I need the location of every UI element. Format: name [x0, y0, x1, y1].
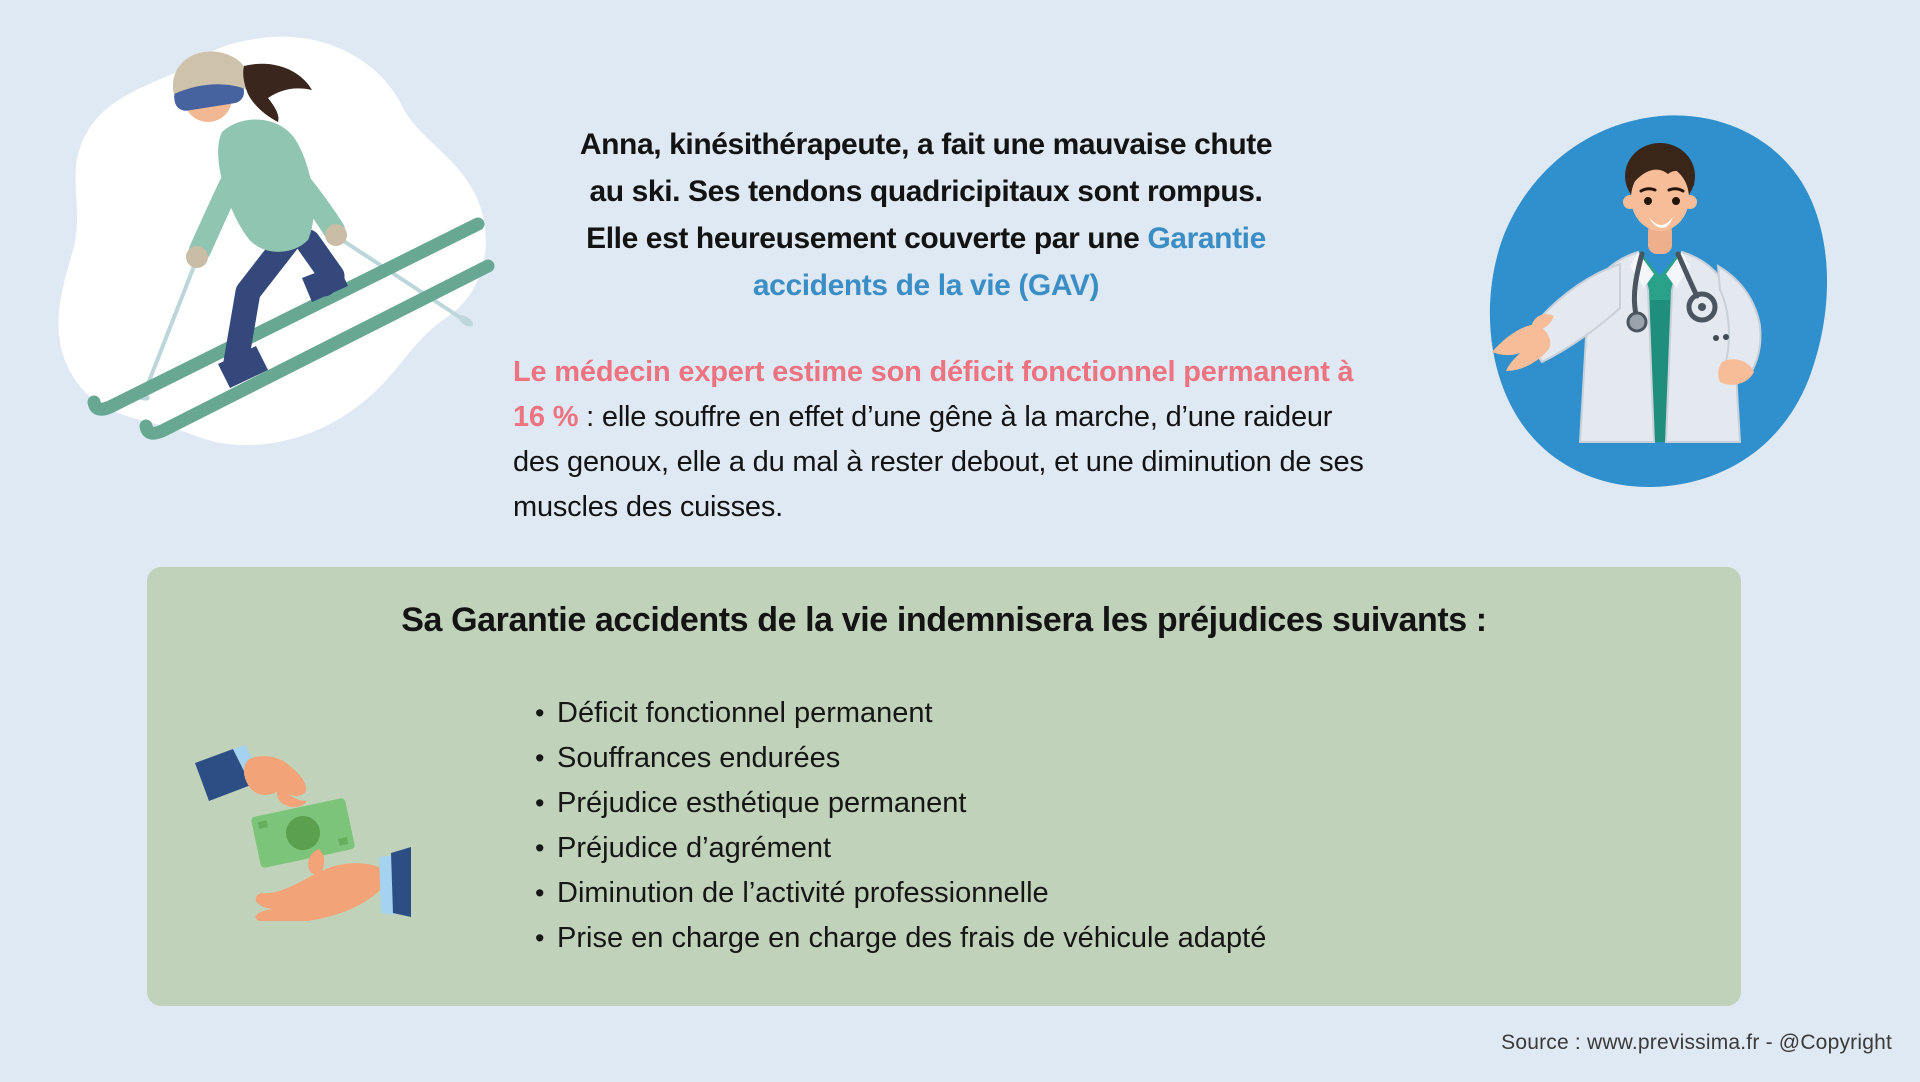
benefit-text: Préjudice esthétique permanent: [557, 787, 967, 819]
assessment-body: elle souffre en effet d’une gêne à la marche, d’une raideur des genoux, elle a du mal à rester debout, et une diminution de ses muscles des cuisses.: [513, 401, 1364, 523]
bullet-icon: •: [535, 788, 545, 818]
intro-line-4: accidents de la vie (GAV): [752, 269, 1100, 302]
glove: [186, 246, 208, 268]
benefit-text: Prise en charge en charge des frais de véhicule adapté: [557, 922, 1267, 954]
benefits-title: Sa Garantie accidents de la vie indemnisera les préjudices suivants :: [401, 601, 1487, 639]
benefit-text: Souffrances endurées: [557, 742, 841, 774]
doctor-presenting-illustration: [1470, 104, 1846, 500]
intro-line-1: Anna, kinésithérapeute, a fait une mauvaise chute: [579, 128, 1273, 161]
benefits-list: [535, 691, 1266, 961]
receiver-hand: [255, 863, 387, 921]
eye: [1672, 197, 1680, 205]
list-item: [535, 826, 1266, 871]
bullet-icon: •: [535, 698, 545, 728]
benefit-text: Déficit fonctionnel permanent: [557, 697, 933, 729]
benefits-card: [147, 567, 1741, 1006]
medical-assessment-text: [513, 350, 1371, 530]
bullet-icon: •: [535, 878, 545, 908]
intro-line-2: au ski. Ses tendons quadricipitaux sont rompus.: [589, 175, 1263, 208]
giver-hand: [244, 756, 306, 796]
assessment-separator: :: [578, 401, 602, 433]
bullet-icon: •: [535, 923, 545, 953]
list-item: [535, 691, 1266, 736]
stethoscope-chestpiece: [1628, 313, 1646, 331]
glove: [325, 224, 347, 246]
benefit-text: Diminution de l’activité professionnelle: [557, 877, 1049, 909]
intro-text: [506, 121, 1346, 309]
bullet-icon: •: [535, 743, 545, 773]
assessment-highlight: Le médecin expert estime son déficit fonctionnel permanent à 16 %: [513, 356, 1354, 433]
hand-giving-banknote-icon: [191, 745, 411, 921]
source-attribution: Source : www.previssima.fr - @Copyright: [1501, 1031, 1892, 1054]
money-exchange-icon: [191, 745, 411, 921]
list-item: [535, 916, 1266, 961]
skier-illustration: [40, 28, 500, 468]
doctor-illustration: [1470, 104, 1846, 500]
bullet-icon: •: [535, 833, 545, 863]
female-skier-illustration: [40, 28, 500, 468]
benefit-text: Préjudice d’agrément: [557, 832, 832, 864]
list-item: [535, 871, 1266, 916]
eye: [1644, 197, 1652, 205]
receiver-sleeve: [391, 847, 411, 917]
list-item: [535, 736, 1266, 781]
banknote: [251, 798, 356, 869]
stethoscope-ring-dot: [1698, 303, 1706, 311]
gav-highlight: Garantie: [1147, 222, 1266, 255]
intro-line-3-text: Elle est heureusement couverte par une: [586, 222, 1140, 255]
coat-button: [1723, 334, 1729, 340]
coat-button: [1713, 335, 1719, 341]
list-item: [535, 781, 1266, 826]
intro-line-3: [506, 215, 1346, 262]
